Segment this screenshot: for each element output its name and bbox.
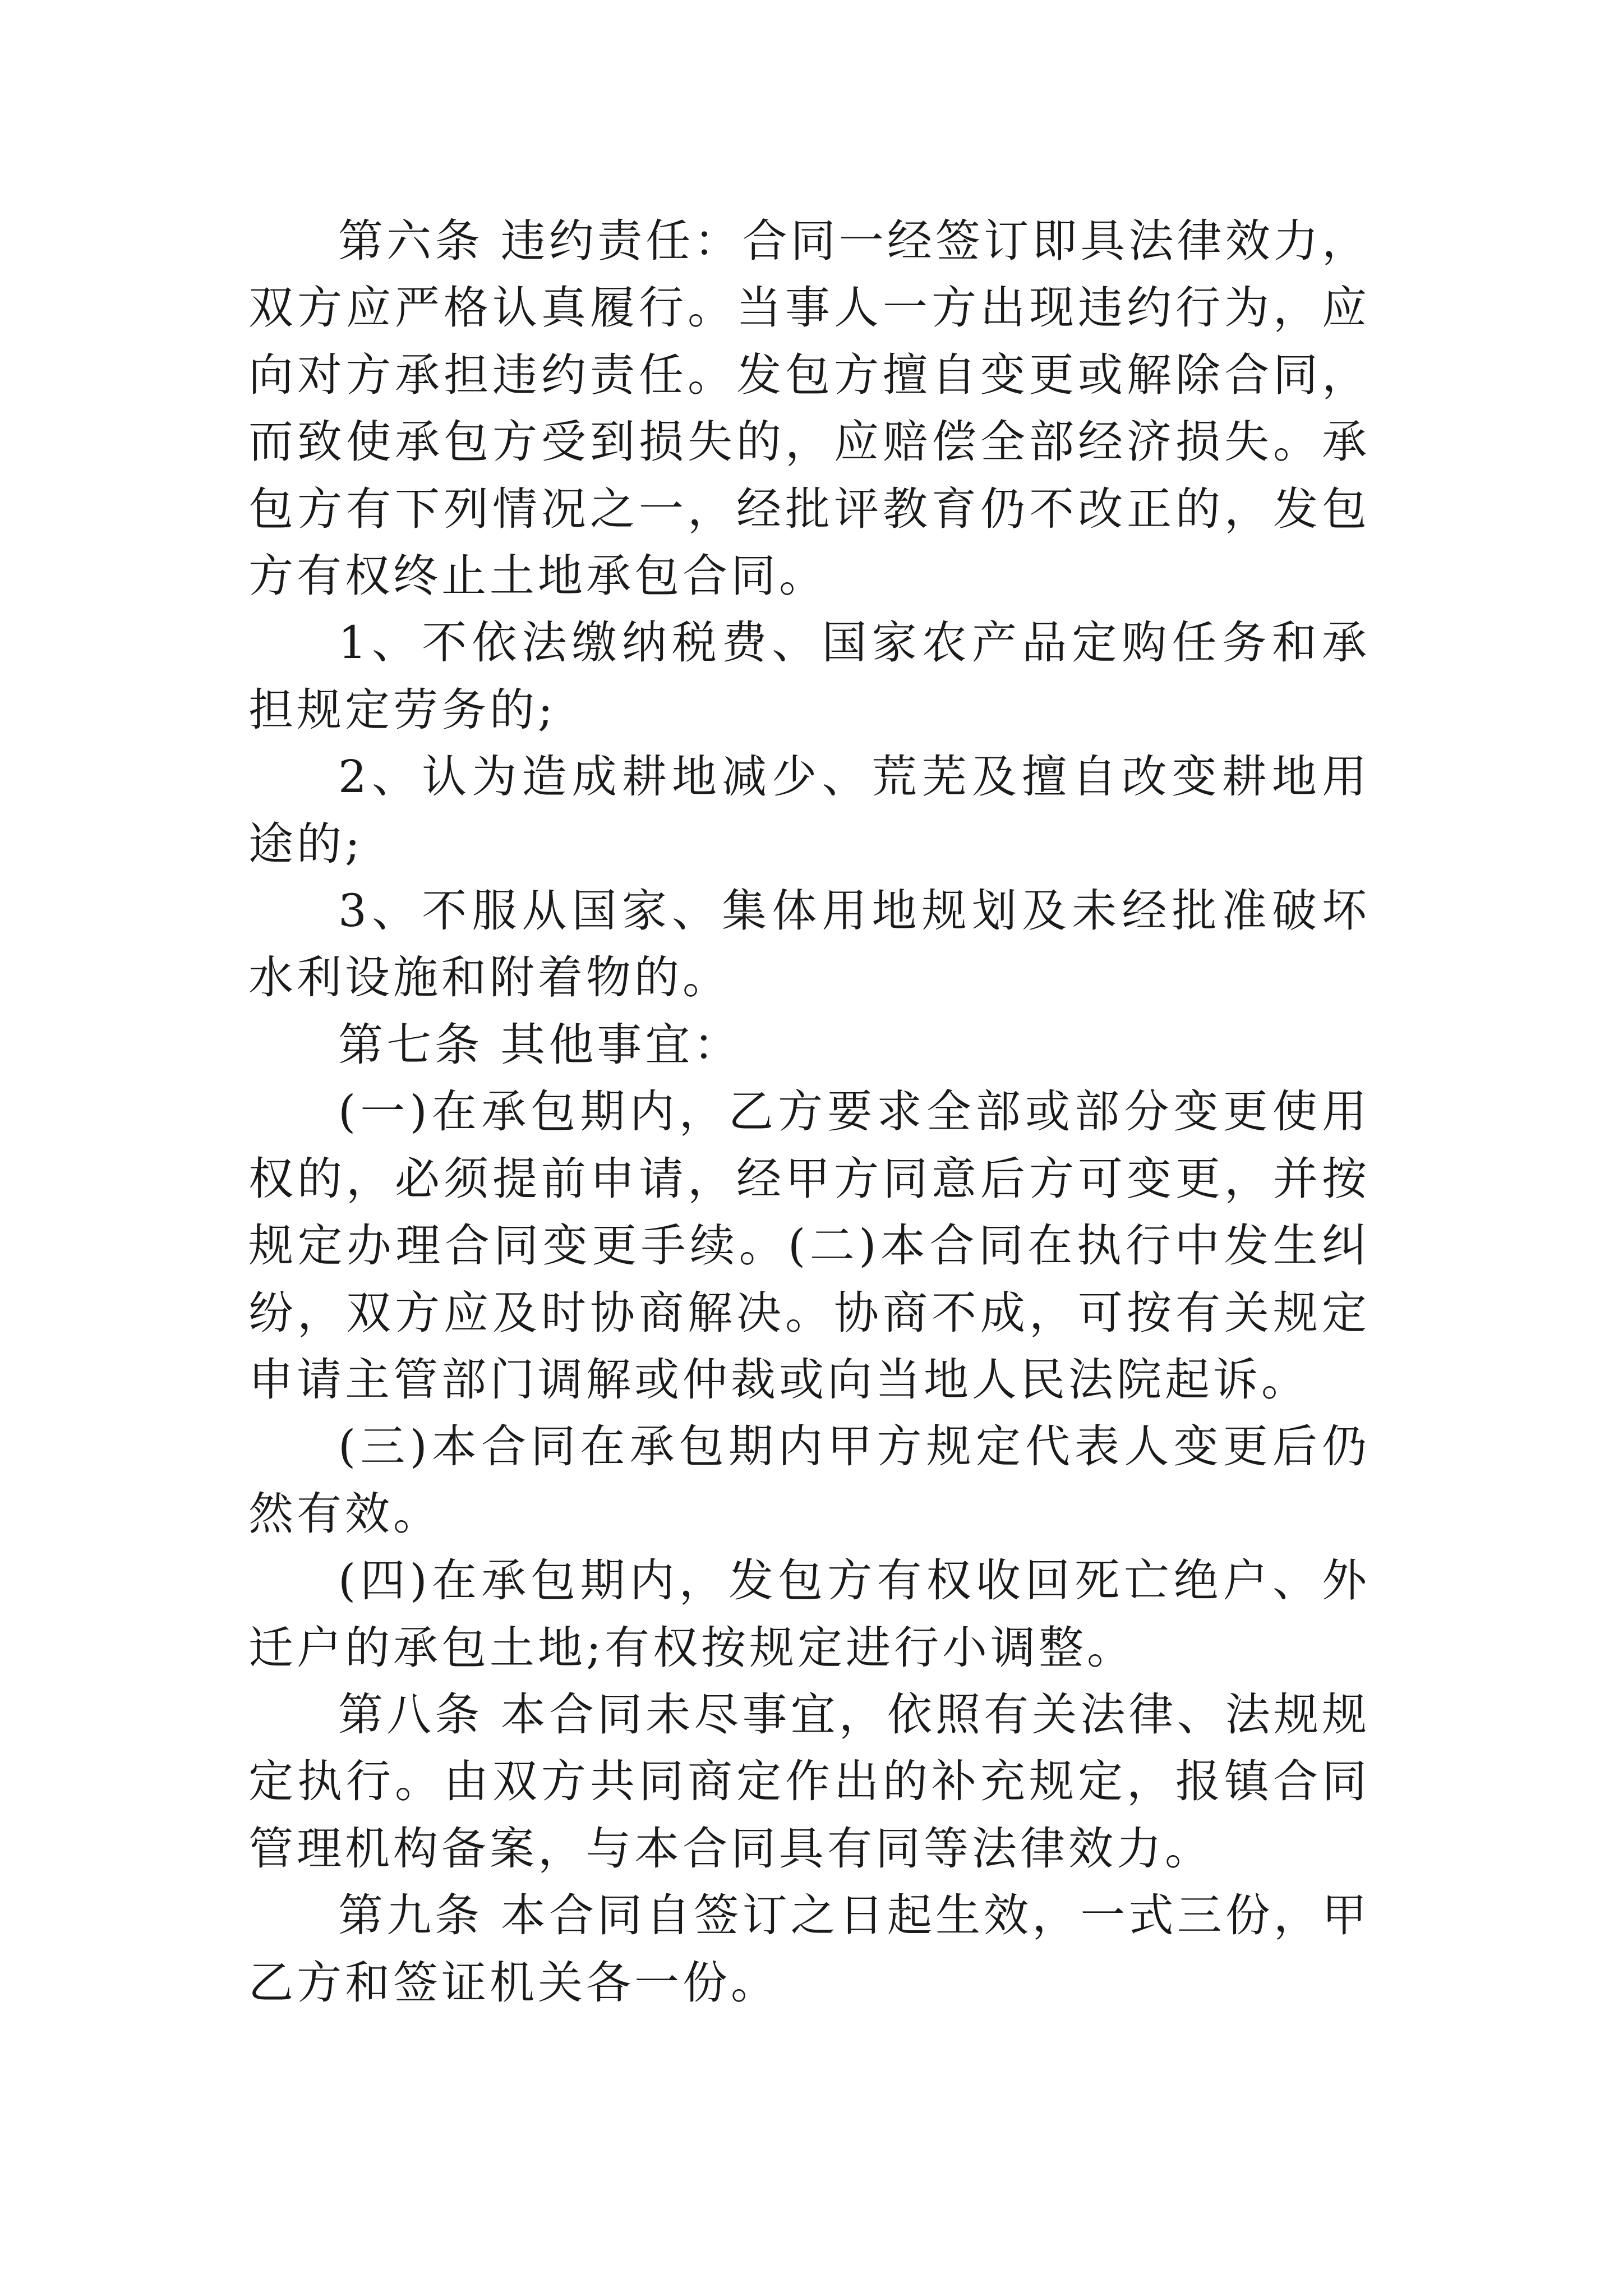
paragraph-article-8: 第八条 本合同未尽事宜，依照有关法律、法规规定执行。由双方共同商定作出的补充规定，报镇合同管理机构备案，与本合同具有同等法律效力。 [248,1688,1370,1875]
paragraph-article-7-clause-3: (三)本合同在承包期内甲方规定代表人变更后仍然有效。 [248,1420,1370,1540]
paragraph-item-1: 1、不依法缴纳税费、国家农产品定购任务和承担规定劳务的; [248,616,1370,736]
paragraph-article-6: 第六条 违约责任：合同一经签订即具法律效力，双方应严格认真履行。当事人一方出现违约行为，应向对方承担违约责任。发包方擅自变更或解除合同，而致使承包方受到损失的，应赔偿全部经济损失。承包方有下列情况之一，经批评教育仍不改正的，发包方有权终止土地承包合同。 [248,215,1370,602]
document-body [248,208,1370,2016]
paragraph-article-7-clause-4: (四)在承包期内，发包方有权收回死亡绝户、外迁户的承包土地;有权按规定进行小调整。 [248,1554,1370,1674]
paragraph-article-9: 第九条 本合同自签订之日起生效，一式三份，甲乙方和签证机关各一份。 [248,1889,1370,2009]
paragraph-article-7: 第七条 其他事宜： [338,1018,742,1071]
paragraph-item-2: 2、认为造成耕地减少、荒芜及擅自改变耕地用途的; [248,751,1370,870]
paragraph-article-7-clause-1-2: (一)在承包期内，乙方要求全部或部分变更使用权的，必须提前申请，经甲方同意后方可变更，并按规定办理合同变更手续。(二)本合同在执行中发生纠纷，双方应及时协商解决。协商不成，可按有关规定申请主管部门调解或仲裁或向当地人民法院起诉。 [248,1085,1370,1406]
paragraph-item-3: 3、不服从国家、集体用地规划及未经批准破坏水利设施和附着物的。 [248,885,1370,1004]
